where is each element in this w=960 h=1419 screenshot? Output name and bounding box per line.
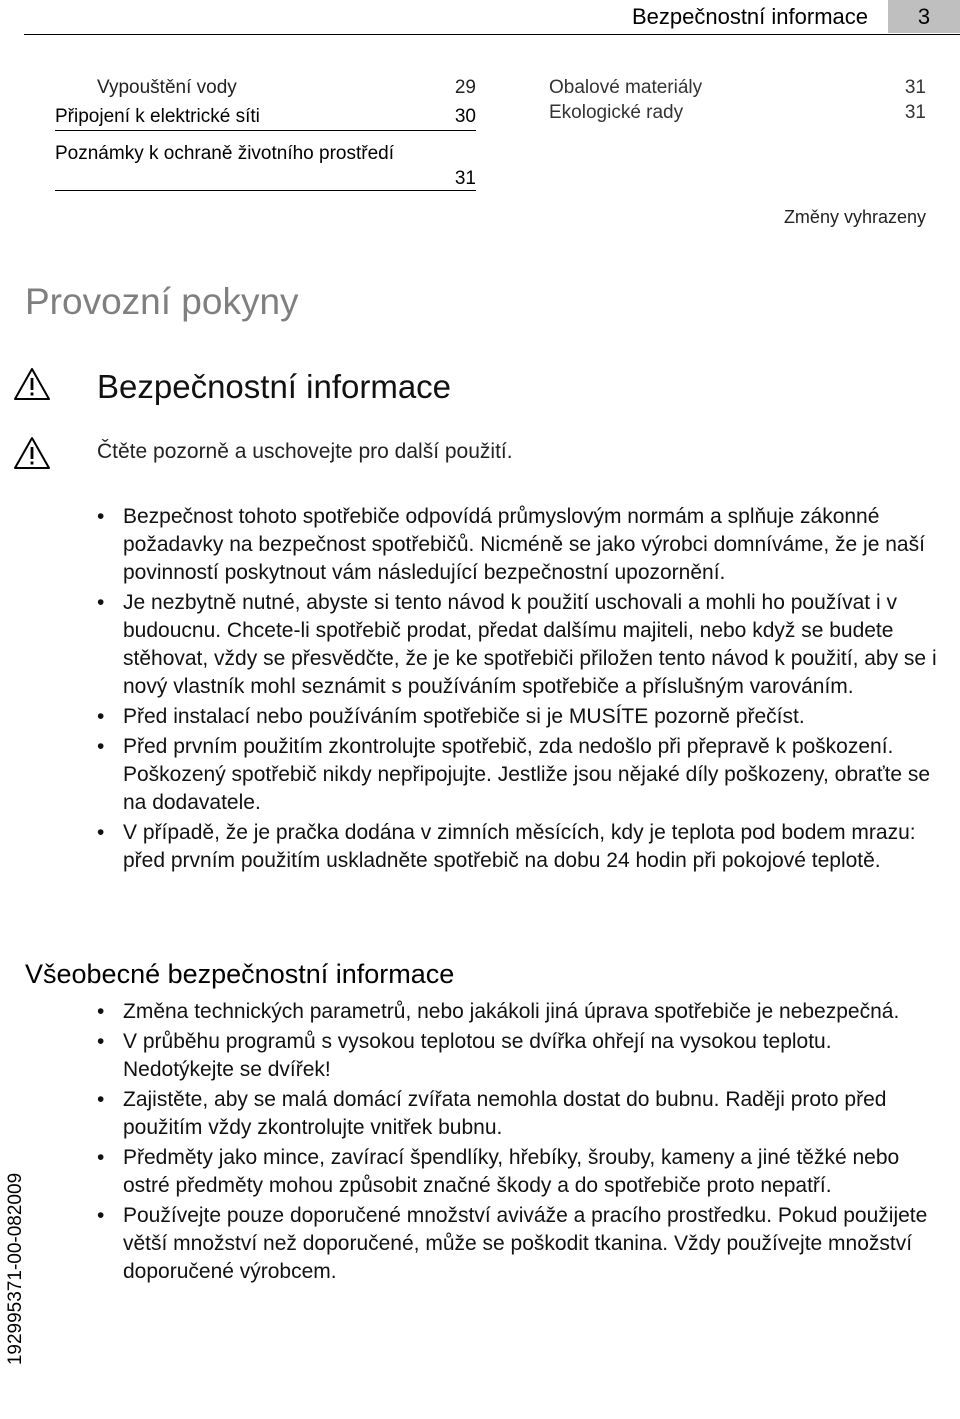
toc-entry-obalove-materialy[interactable] <box>549 76 926 100</box>
safety-bullet-list <box>97 503 939 877</box>
general-safety-heading: Všeobecné bezpečnostní informace <box>25 959 455 989</box>
toc-entry-page: 31 <box>904 102 926 123</box>
toc-entry-label: Ekologické rady <box>549 102 684 123</box>
list-item: • Změna technických parametrů, nebo jakákoli jiná úprava spotřebiče je nebezpečná. <box>97 998 939 1026</box>
list-item: • Je nezbytně nutné, abyste si tento návod k použití uschovali a mohli ho používat i v budoucnu. Chcete-li spotřebič prodat, předat dalšímu majiteli, nebo když se budete stěhovat, vždy se přesvědčte, že je ke spotřebiči přiložen tento návod k použití, aby se i nový vlastník mohl seznámit s používáním spotřebiče a příslušným varováním. <box>97 589 939 701</box>
toc-entry-page: 30 <box>454 106 476 127</box>
changes-reserved-note: Změny vyhrazeny <box>783 207 926 227</box>
safety-heading: Bezpečnostní informace <box>97 368 452 405</box>
warning-triangle-icon <box>13 436 51 470</box>
list-item: • V průběhu programů s vysokou teplotou se dvířka ohřejí na vysokou teplotu. Nedotýkejte se dvířek! <box>97 1028 939 1084</box>
running-header-title: Bezpečnostní informace <box>631 4 868 29</box>
list-item: • Používejte pouze doporučené množství aviváže a pracího prostředku. Pokud použijete větší množství než doporučené, může se poškodit tkanina. Vždy používejte množství doporučené výrobcem. <box>97 1202 939 1286</box>
section-title: Provozní pokyny <box>25 281 299 322</box>
toc-entry-pripojeni-k-siti[interactable] <box>55 105 476 129</box>
list-item: • Před prvním použitím zkontrolujte spotřebič, zda nedošlo při přepravě k poškození. Poškozený spotřebič nikdy nepřipojujte. Jestliže jsou nějaké díly poškozeny, obraťte se na dodavatele. <box>97 733 939 817</box>
toc-divider <box>55 130 476 131</box>
toc-entry-label: Připojení k elektrické síti <box>55 106 260 127</box>
general-bullet-list <box>97 998 939 1288</box>
document-code: 192995371-00-082009 <box>5 1172 26 1366</box>
safety-intro: Čtěte pozorně a uschovejte pro další použití. <box>97 440 513 463</box>
list-item: • Zajistěte, aby se malá domácí zvířata nemohla dostat do bubnu. Raději proto před použitím vždy zkontrolujte vnitřek bubnu. <box>97 1086 939 1142</box>
list-item: • V případě, že je pračka dodána v zimních měsících, kdy je teplota pod bodem mrazu: před prvním použitím uskladněte spotřebič na dobu 24 hodin při pokojové teplotě. <box>97 819 939 875</box>
toc-entry-page: 29 <box>454 77 476 98</box>
toc-entry-poznamky-page[interactable] <box>55 167 476 191</box>
page-number-badge: 3 <box>888 0 960 33</box>
list-item: • Předměty jako mince, zavírací špendlíky, hřebíky, šrouby, kameny a jiné těžké nebo ostré předměty mohou způsobit značné škody a do spotřebiče proto nepatří. <box>97 1144 939 1200</box>
list-item: • Před instalací nebo používáním spotřebiče si je MUSÍTE pozorně přečíst. <box>97 703 939 731</box>
warning-triangle-icon <box>13 367 51 401</box>
toc-entry-page: 31 <box>454 168 476 189</box>
toc-divider <box>55 190 476 191</box>
toc-entry-page: 31 <box>904 77 926 98</box>
toc-entry-vypousteni-vody[interactable] <box>97 76 476 100</box>
header-divider <box>24 34 960 35</box>
toc-entry-label: Vypouštění vody <box>97 77 237 98</box>
list-item: • Bezpečnost tohoto spotřebiče odpovídá průmyslovým normám a splňuje zákonné požadavky na bezpečnost spotřebičů. Nicméně se jako výrobci domníváme, že je naší povinností poskytnout vám následující bezpečnostní upozornění. <box>97 503 939 587</box>
toc-entry-label: Obalové materiály <box>549 77 703 98</box>
toc-entry-poznamky-label[interactable] <box>55 142 476 166</box>
toc-entry-ekologicke-rady[interactable] <box>549 101 926 125</box>
toc-entry-label: Poznámky k ochraně životního prostředí <box>55 143 395 164</box>
